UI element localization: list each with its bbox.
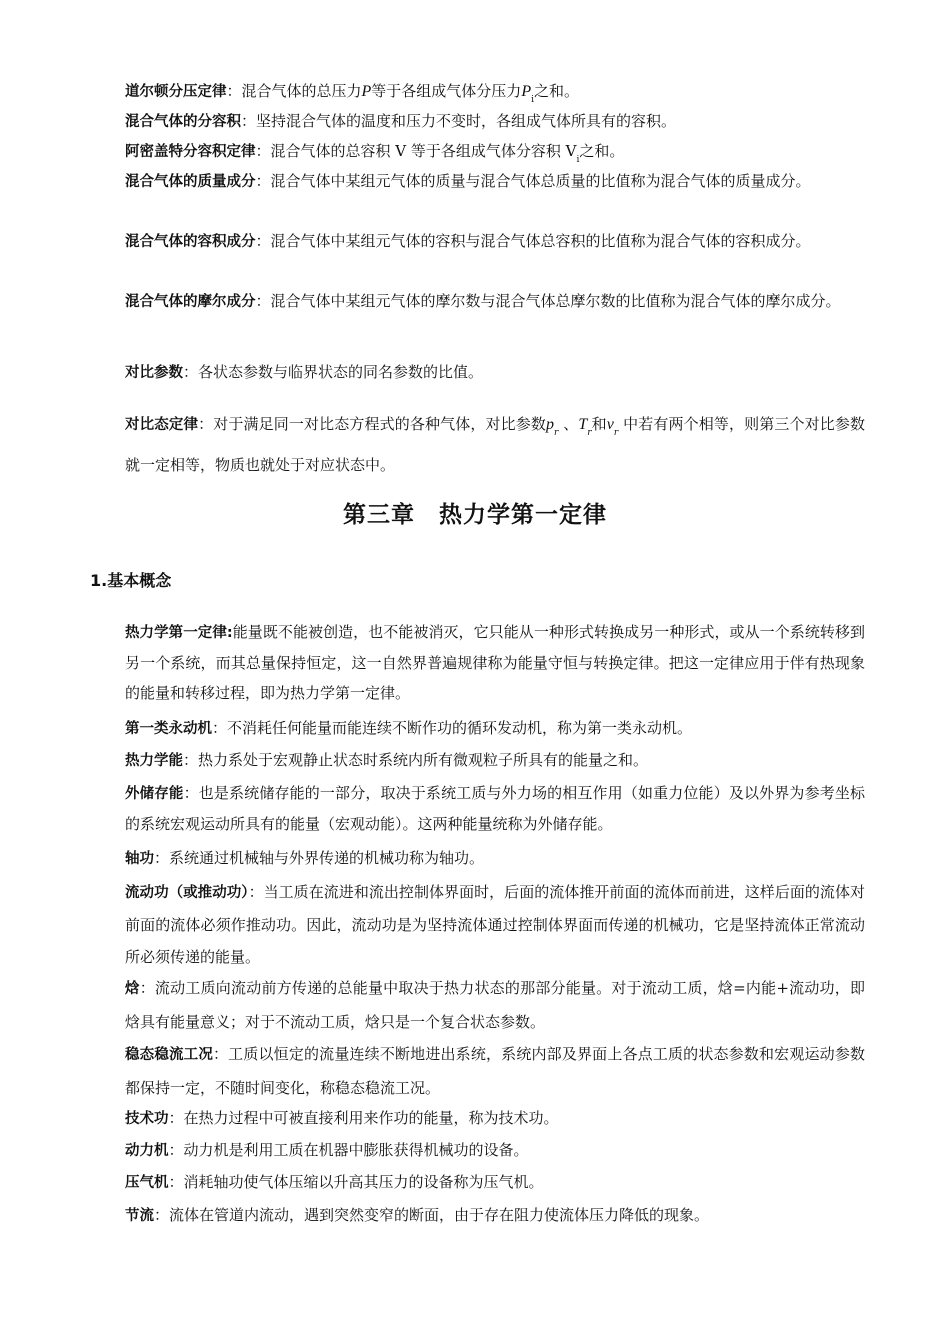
- subscript-i: i: [576, 155, 580, 165]
- term-label: 外储存能: [125, 786, 184, 802]
- definition-text: 等于各组成气体分压力: [371, 82, 522, 100]
- definition-text: ：混合气体的总压力: [226, 82, 362, 100]
- term-label: 混合气体的质量成分: [125, 174, 256, 190]
- term-label: 焓: [125, 981, 140, 997]
- definition-enthalpy: [125, 972, 865, 1039]
- subscript-i: i: [531, 95, 534, 105]
- term-label: 混合气体的分容积: [125, 114, 241, 130]
- term-label: 轴功: [125, 851, 154, 867]
- definition-text: ：当工质在流进和流出控制体界面时，后面的流体推开前面的流体而前进，这样后面的流体对前面的流体必须作推动功。因此，流动功是为坚持流体通过控制体界面而传递的机械功，它是坚持流体正常流动所必须传递的能量。: [125, 883, 865, 966]
- definition-partial-volume: [125, 106, 865, 137]
- definition-steady-flow: [125, 1038, 865, 1105]
- definition-corresponding-states: [125, 408, 865, 481]
- definition-text: ：消耗轴功使气体压缩以升高其压力的设备称为压气机。: [168, 1173, 544, 1191]
- definition-text: ：动力机是利用工质在机器中膨胀获得机械功的设备。: [168, 1141, 529, 1159]
- term-label: 节流: [125, 1208, 154, 1224]
- definition-mass-fraction: [125, 166, 865, 197]
- definition-text: ：对于满足同一对比态方程式的各种气体，对比参数: [198, 415, 546, 433]
- definition-text: 之和。: [533, 82, 579, 100]
- term-label: 热力学能: [125, 753, 183, 769]
- section-title: 1.基本概念: [90, 571, 172, 590]
- definition-text: ：流体在管道内流动，遇到突然变窄的断面，由于存在阻力使流体压力降低的现象。: [154, 1206, 710, 1224]
- definition-text: ：热力系处于宏观静止状态时系统内所有微观粒子所具有的能量之和。: [183, 751, 649, 769]
- definition-shaft-work: [125, 843, 865, 874]
- separator: 、: [558, 415, 579, 433]
- separator: 和: [591, 415, 607, 433]
- definition-throttling: [125, 1200, 865, 1231]
- definition-text: ：混合气体的总容积 V 等于各组成气体分容积 V: [255, 142, 577, 160]
- definition-perpetual-motion: [125, 713, 865, 744]
- term-label: 混合气体的容积成分: [125, 234, 256, 250]
- term-label: 压气机: [125, 1175, 169, 1191]
- definition-volume-fraction: [125, 226, 865, 257]
- definition-technical-work: [125, 1103, 865, 1134]
- subscript-r: r: [613, 428, 619, 438]
- definition-mole-fraction: [125, 286, 865, 317]
- definition-reduced-params: [125, 357, 865, 388]
- definition-text: 中若有两个相等，则第三个对比参数就一定相等，物质也就处于对应状态中。: [125, 415, 865, 474]
- subscript-r: r: [587, 428, 592, 438]
- definition-text: ：混合气体中某组元气体的摩尔数与混合气体总摩尔数的比值称为混合气体的摩尔成分。: [255, 292, 841, 310]
- symbol-pi: P: [521, 83, 532, 100]
- definition-text: ：流动工质向流动前方传递的总能量中取决于热力状态的那部分能量。对于流动工质，焓=内能+流动功，即焓具有能量意义；对于不流动工质，焓只是一个复合状态参数。: [125, 979, 865, 1031]
- definition-text: ：各状态参数与临界状态的同名参数的比值。: [183, 363, 484, 381]
- term-label: 对比态定律: [125, 417, 199, 433]
- definition-text: ：不消耗任何能量而能连续不断作功的循环发动机，称为第一类永动机。: [212, 719, 693, 737]
- definition-text: 能量既不能被创造，也不能被消灭，它只能从一种形式转换成另一种形式，或从一个系统转移到另一个系统，而其总量保持恒定，这一自然界普遍规律称为能量守恒与转换定律。把这一定律应用于伴有热现象的能量和转移过程，即为热力学第一定律。: [125, 623, 865, 702]
- term-label: 动力机: [125, 1143, 169, 1159]
- term-label: 稳态稳流工况: [125, 1047, 213, 1063]
- definition-text: ：也是系统储存能的一部分，取决于系统工质与外力场的相互作用（如重力位能）及以外界为参考坐标的系统宏观运动所具有的能量（宏观动能）。这两种能量统称为外储存能。: [125, 784, 866, 833]
- symbol-p: p: [545, 416, 554, 433]
- term-label: 第一类永动机: [125, 721, 212, 737]
- term-label: 混合气体的摩尔成分: [125, 294, 256, 310]
- symbol-p: P: [361, 83, 372, 100]
- definition-power-machine: [125, 1135, 865, 1166]
- term-label: 道尔顿分压定律: [125, 84, 227, 100]
- definition-flow-work: [125, 876, 865, 973]
- term-label: 对比参数: [125, 365, 183, 381]
- definition-text: ：坚持混合气体的温度和压力不变时，各组成气体所具有的容积。: [241, 112, 677, 130]
- definition-text: 之和。: [579, 142, 625, 160]
- symbol-v: v: [606, 416, 614, 433]
- definition-text: ：混合气体中某组元气体的质量与混合气体总质量的比值称为混合气体的质量成分。: [255, 172, 811, 190]
- definition-external-energy: [125, 778, 865, 839]
- definition-compressor: [125, 1167, 865, 1198]
- subscript-r: r: [553, 428, 559, 438]
- definition-text: ：工质以恒定的流量连续不断地进出系统，系统内部及界面上各点工质的状态参数和宏观运动参数都保持一定，不随时间变化，称稳态稳流工况。: [125, 1045, 865, 1097]
- definition-text: ：混合气体中某组元气体的容积与混合气体总容积的比值称为混合气体的容积成分。: [255, 232, 811, 250]
- definition-text: ：在热力过程中可被直接利用来作功的能量，称为技术功。: [168, 1109, 559, 1127]
- term-label: 阿密盖特分容积定律: [125, 144, 256, 160]
- definition-internal-energy: [125, 745, 865, 776]
- definition-text: ：系统通过机械轴与外界传递的机械功称为轴功。: [154, 849, 485, 867]
- term-label: 流动功（或推动功）: [125, 885, 249, 901]
- chapter-title: 第三章 热力学第一定律: [343, 502, 607, 528]
- term-label: 热力学第一定律:: [125, 625, 233, 641]
- definition-first-law: [125, 617, 865, 708]
- term-label: 技术功: [125, 1111, 169, 1127]
- symbol-t: T: [578, 416, 588, 433]
